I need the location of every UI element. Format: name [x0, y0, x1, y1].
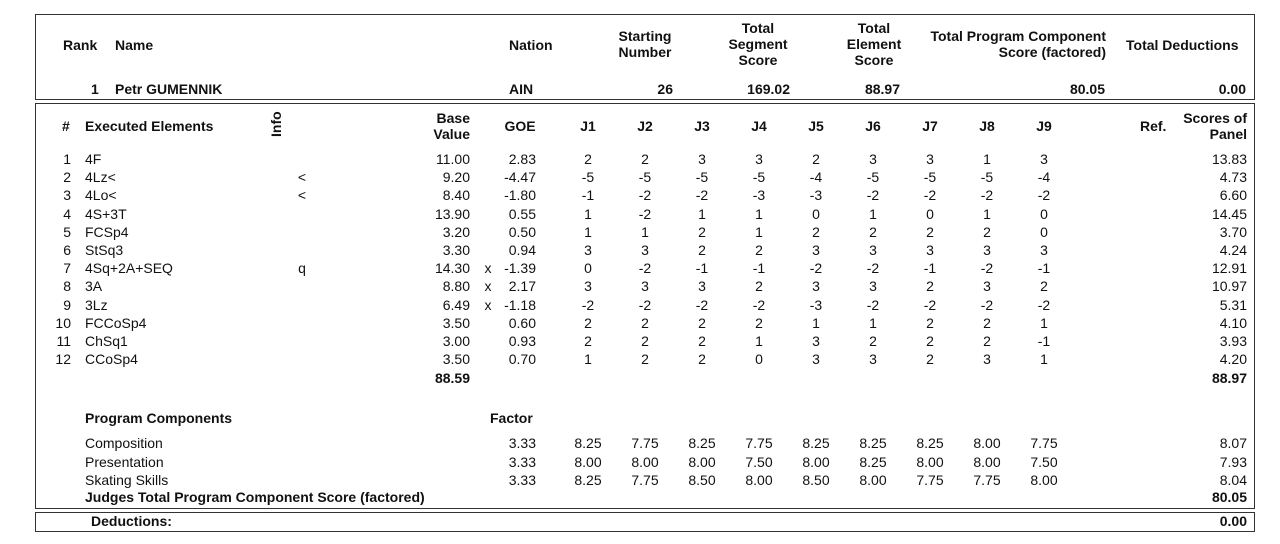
element-base-value: 3.50 — [442, 315, 470, 331]
skater-name: Petr GUMENNIK — [115, 81, 223, 97]
element-judge-3: 2 — [698, 242, 706, 258]
element-judge-4: 2 — [755, 242, 763, 258]
element-judge-6: -2 — [866, 187, 880, 203]
element-judge-1: -1 — [581, 187, 595, 203]
element-judge-4: 2 — [755, 278, 763, 294]
element-panel-score: 12.91 — [1211, 260, 1247, 276]
element-base-value: 8.40 — [442, 187, 470, 203]
element-base-value: 6.49 — [442, 297, 470, 313]
element-judge-2: 2 — [641, 351, 649, 367]
factor-header: Factor — [490, 410, 533, 426]
element-judge-6: 1 — [869, 315, 877, 331]
element-judge-4: 0 — [755, 351, 763, 367]
element-number: 6 — [63, 242, 71, 258]
element-judge-6: 3 — [869, 351, 877, 367]
element-judge-9: 1 — [1040, 351, 1048, 367]
element-judge-1: 1 — [584, 351, 592, 367]
header-judge-6: J6 — [865, 118, 881, 134]
element-judge-9: -1 — [1037, 260, 1051, 276]
header-scores-of-panel: Scores of Panel — [1183, 110, 1247, 142]
element-judge-3: -5 — [695, 169, 709, 185]
element-name: CCoSp4 — [85, 351, 138, 367]
skater-pcs: 80.05 — [1069, 81, 1105, 97]
element-judge-8: -2 — [980, 187, 994, 203]
component-panel-score: 8.04 — [1219, 472, 1247, 488]
element-number: 5 — [63, 224, 71, 240]
element-judge-7: -1 — [923, 260, 937, 276]
skater-starting-number: 26 — [657, 81, 673, 97]
element-number: 1 — [63, 151, 71, 167]
element-judge-2: 3 — [641, 242, 649, 258]
element-judge-2: -2 — [638, 260, 652, 276]
element-panel-score: 14.45 — [1211, 206, 1247, 222]
element-judge-5: -4 — [809, 169, 823, 185]
header-total-element-score: Total Element Score — [846, 20, 902, 68]
element-name: 4Lz< — [85, 169, 116, 185]
element-judge-1: 3 — [584, 242, 592, 258]
element-judge-9: 0 — [1040, 224, 1048, 240]
skater-nation: AIN — [509, 81, 534, 97]
component-judge-8: 8.00 — [973, 454, 1001, 470]
element-base-value: 3.30 — [442, 242, 470, 258]
element-judge-9: 3 — [1040, 242, 1048, 258]
header-base-value: Base Value — [433, 110, 470, 142]
header-num: # — [62, 118, 70, 134]
element-judge-4: 3 — [755, 151, 763, 167]
element-judge-8: -5 — [980, 169, 994, 185]
element-panel-score: 4.73 — [1219, 169, 1247, 185]
component-judge-1: 8.25 — [574, 472, 602, 488]
element-judge-8: 3 — [983, 278, 991, 294]
element-base-value: 3.50 — [442, 351, 470, 367]
element-judge-1: 2 — [584, 315, 592, 331]
element-judge-8: -2 — [980, 260, 994, 276]
header-judge-8: J8 — [979, 118, 995, 134]
header-info: Info — [268, 111, 284, 137]
element-judge-7: 3 — [926, 151, 934, 167]
element-judge-5: 2 — [812, 151, 820, 167]
element-panel-score: 10.97 — [1211, 278, 1247, 294]
element-judge-2: -5 — [638, 169, 652, 185]
element-number: 3 — [63, 187, 71, 203]
skater-tss: 169.02 — [747, 81, 790, 97]
element-judge-8: 2 — [983, 315, 991, 331]
deductions-value: 0.00 — [1219, 513, 1247, 529]
header-goe: GOE — [504, 118, 536, 134]
element-goe: 0.93 — [508, 333, 536, 349]
element-panel-score: 5.31 — [1219, 297, 1247, 313]
element-judge-6: -5 — [866, 169, 880, 185]
component-judge-5: 8.25 — [802, 435, 830, 451]
component-judge-9: 7.75 — [1030, 435, 1058, 451]
element-panel-score: 3.70 — [1219, 224, 1247, 240]
element-info: < — [297, 187, 307, 203]
component-judge-2: 7.75 — [631, 435, 659, 451]
element-judge-1: 1 — [584, 206, 592, 222]
component-judge-8: 8.00 — [973, 435, 1001, 451]
element-judge-2: 2 — [641, 333, 649, 349]
component-judge-2: 7.75 — [631, 472, 659, 488]
element-judge-1: 2 — [584, 333, 592, 349]
element-judge-7: -2 — [923, 297, 937, 313]
skater-rank: 1 — [91, 81, 99, 97]
component-judge-6: 8.25 — [859, 435, 887, 451]
skater-deductions: 0.00 — [1218, 81, 1246, 97]
element-judge-5: 3 — [812, 242, 820, 258]
element-judge-9: -4 — [1037, 169, 1051, 185]
element-judge-5: -2 — [809, 260, 823, 276]
element-number: 11 — [56, 333, 71, 349]
element-judge-5: 0 — [812, 206, 820, 222]
element-judge-3: 3 — [698, 151, 706, 167]
element-judge-4: -1 — [752, 260, 766, 276]
element-judge-9: -2 — [1037, 297, 1051, 313]
deductions-box — [35, 512, 1255, 532]
header-total-pcs: Total Program Component Score (factored) — [930, 28, 1106, 60]
component-judge-4: 7.50 — [745, 454, 773, 470]
header-total-segment-score: Total Segment Score — [728, 20, 788, 68]
element-judge-6: 3 — [869, 278, 877, 294]
element-judge-9: -1 — [1037, 333, 1051, 349]
element-goe: -1.18 — [504, 297, 536, 313]
element-panel-score: 3.93 — [1219, 333, 1247, 349]
component-judge-9: 7.50 — [1030, 454, 1058, 470]
element-judge-5: 2 — [812, 224, 820, 240]
element-name: 4Lo< — [85, 187, 117, 203]
element-judge-5: -3 — [809, 187, 823, 203]
component-name: Composition — [85, 435, 163, 451]
element-name: StSq3 — [85, 242, 124, 258]
panel-score-total: 88.97 — [1211, 370, 1247, 386]
element-judge-8: 1 — [983, 151, 991, 167]
element-judge-7: 2 — [926, 278, 934, 294]
element-base-value: 3.00 — [442, 333, 470, 349]
element-base-value: 11.00 — [436, 151, 470, 167]
element-goe: 0.55 — [508, 206, 536, 222]
element-name: FCCoSp4 — [85, 315, 147, 331]
element-base-value: 13.90 — [434, 206, 470, 222]
component-judge-7: 8.25 — [916, 435, 944, 451]
element-judge-7: 2 — [926, 315, 934, 331]
element-bonus-marker: x — [484, 260, 492, 276]
element-judge-4: 1 — [755, 224, 763, 240]
element-base-value: 9.20 — [442, 169, 470, 185]
element-info: < — [297, 169, 307, 185]
element-panel-score: 4.24 — [1219, 242, 1247, 258]
element-bonus-marker: x — [484, 278, 492, 294]
element-judge-7: 2 — [926, 333, 934, 349]
element-judge-2: 2 — [641, 151, 649, 167]
element-judge-2: -2 — [638, 297, 652, 313]
element-goe: 0.60 — [508, 315, 536, 331]
component-judge-6: 8.00 — [859, 472, 887, 488]
element-name: 3Lz — [85, 297, 108, 313]
element-judge-1: 2 — [584, 151, 592, 167]
element-panel-score: 6.60 — [1219, 187, 1247, 203]
header-rank: Rank — [63, 37, 98, 53]
header-total-deductions: Total Deductions — [1126, 37, 1239, 53]
component-judge-4: 8.00 — [745, 472, 773, 488]
element-judge-3: 2 — [698, 315, 706, 331]
element-judge-1: -5 — [581, 169, 595, 185]
element-judge-7: 2 — [926, 224, 934, 240]
skater-tes: 88.97 — [864, 81, 900, 97]
element-number: 9 — [63, 297, 71, 313]
element-judge-7: 3 — [926, 242, 934, 258]
component-judge-8: 7.75 — [973, 472, 1001, 488]
element-judge-9: 0 — [1040, 206, 1048, 222]
element-goe: 0.50 — [508, 224, 536, 240]
element-judge-8: 2 — [983, 224, 991, 240]
element-number: 12 — [55, 351, 71, 367]
element-name: 4F — [85, 151, 102, 167]
element-judge-8: 3 — [983, 242, 991, 258]
header-ref: Ref. — [1140, 118, 1167, 134]
element-judge-7: -5 — [923, 169, 937, 185]
element-bonus-marker: x — [484, 297, 492, 313]
element-name: 3A — [85, 278, 103, 294]
element-number: 8 — [63, 278, 71, 294]
header-starting-number: Starting Number — [618, 28, 672, 60]
pc-total-label: Judges Total Program Component Score (factored) — [85, 489, 425, 505]
component-judge-5: 8.00 — [802, 454, 830, 470]
element-judge-5: 3 — [812, 278, 820, 294]
element-number: 10 — [55, 315, 71, 331]
component-factor: 3.33 — [508, 435, 536, 451]
component-judge-7: 7.75 — [916, 472, 944, 488]
element-name: ChSq1 — [85, 333, 128, 349]
element-judge-4: 2 — [755, 315, 763, 331]
header-judge-7: J7 — [922, 118, 938, 134]
component-judge-5: 8.50 — [802, 472, 830, 488]
element-judge-3: 2 — [698, 333, 706, 349]
element-judge-1: -2 — [581, 297, 595, 313]
deductions-label: Deductions: — [91, 513, 172, 529]
element-judge-6: 3 — [869, 151, 877, 167]
element-judge-1: 0 — [584, 260, 592, 276]
header-name: Name — [115, 37, 154, 53]
header-judge-1: J1 — [580, 118, 596, 134]
element-judge-9: 3 — [1040, 151, 1048, 167]
element-judge-6: -2 — [866, 260, 880, 276]
element-judge-3: -1 — [695, 260, 709, 276]
header-executed-elements: Executed Elements — [85, 118, 214, 134]
element-number: 4 — [63, 206, 71, 222]
header-judge-5: J5 — [808, 118, 824, 134]
element-judge-5: 3 — [812, 333, 820, 349]
element-judge-4: -2 — [752, 297, 766, 313]
component-judge-9: 8.00 — [1030, 472, 1058, 488]
element-number: 7 — [63, 260, 71, 276]
element-judge-2: -2 — [638, 206, 652, 222]
element-name: FCSp4 — [85, 224, 129, 240]
element-judge-3: -2 — [695, 297, 709, 313]
element-base-value: 14.30 — [434, 260, 470, 276]
component-judge-1: 8.00 — [574, 454, 602, 470]
component-factor: 3.33 — [508, 472, 536, 488]
element-judge-4: 1 — [755, 206, 763, 222]
element-judge-4: 1 — [755, 333, 763, 349]
element-judge-4: -3 — [752, 187, 766, 203]
element-judge-6: -2 — [866, 297, 880, 313]
element-name: 4Sq+2A+SEQ — [85, 260, 173, 276]
element-goe: 2.17 — [508, 278, 536, 294]
element-judge-3: 1 — [698, 206, 706, 222]
element-judge-8: 3 — [983, 351, 991, 367]
component-judge-2: 8.00 — [631, 454, 659, 470]
component-panel-score: 7.93 — [1219, 454, 1247, 470]
element-name: 4S+3T — [85, 206, 127, 222]
component-judge-1: 8.25 — [574, 435, 602, 451]
element-judge-3: 2 — [698, 351, 706, 367]
element-goe: -1.39 — [504, 260, 536, 276]
element-goe: 0.70 — [508, 351, 536, 367]
component-judge-6: 8.25 — [859, 454, 887, 470]
element-judge-6: 1 — [869, 206, 877, 222]
program-components-title: Program Components — [85, 410, 233, 426]
element-judge-5: 1 — [812, 315, 820, 331]
element-goe: -4.47 — [504, 169, 536, 185]
pc-total-value: 80.05 — [1211, 489, 1247, 505]
element-panel-score: 4.10 — [1219, 315, 1247, 331]
element-judge-7: 0 — [926, 206, 934, 222]
header-judge-2: J2 — [637, 118, 653, 134]
element-judge-3: 2 — [698, 224, 706, 240]
element-panel-score: 13.83 — [1211, 151, 1247, 167]
component-judge-7: 8.00 — [916, 454, 944, 470]
element-goe: 2.83 — [508, 151, 536, 167]
element-judge-2: 2 — [641, 315, 649, 331]
element-goe: -1.80 — [504, 187, 536, 203]
element-judge-3: -2 — [695, 187, 709, 203]
element-judge-3: 3 — [698, 278, 706, 294]
element-judge-7: 2 — [926, 351, 934, 367]
component-judge-3: 8.00 — [688, 454, 716, 470]
base-value-total: 88.59 — [434, 370, 470, 386]
component-judge-4: 7.75 — [745, 435, 773, 451]
component-panel-score: 8.07 — [1219, 435, 1247, 451]
element-judge-8: -2 — [980, 297, 994, 313]
element-judge-8: 2 — [983, 333, 991, 349]
element-judge-9: 2 — [1040, 278, 1048, 294]
element-goe: 0.94 — [508, 242, 536, 258]
element-judge-6: 2 — [869, 333, 877, 349]
component-judge-3: 8.25 — [688, 435, 716, 451]
element-judge-7: -2 — [923, 187, 937, 203]
component-factor: 3.33 — [508, 454, 536, 470]
element-judge-1: 3 — [584, 278, 592, 294]
element-judge-6: 3 — [869, 242, 877, 258]
header-judge-9: J9 — [1036, 118, 1052, 134]
element-judge-9: 1 — [1040, 315, 1048, 331]
element-judge-1: 1 — [584, 224, 592, 240]
component-name: Presentation — [85, 454, 164, 470]
component-judge-3: 8.50 — [688, 472, 716, 488]
element-judge-9: -2 — [1037, 187, 1051, 203]
element-judge-2: 3 — [641, 278, 649, 294]
component-name: Skating Skills — [85, 472, 169, 488]
element-base-value: 3.20 — [442, 224, 470, 240]
header-judge-3: J3 — [694, 118, 710, 134]
element-base-value: 8.80 — [442, 278, 470, 294]
element-number: 2 — [63, 169, 71, 185]
element-judge-4: -5 — [752, 169, 766, 185]
header-nation: Nation — [509, 37, 553, 53]
element-judge-2: -2 — [638, 187, 652, 203]
header-judge-4: J4 — [751, 118, 767, 134]
element-judge-6: 2 — [869, 224, 877, 240]
element-judge-8: 1 — [983, 206, 991, 222]
element-judge-5: 3 — [812, 351, 820, 367]
element-panel-score: 4.20 — [1219, 351, 1247, 367]
element-judge-5: -3 — [809, 297, 823, 313]
element-info: q — [298, 260, 306, 276]
element-judge-2: 1 — [641, 224, 649, 240]
